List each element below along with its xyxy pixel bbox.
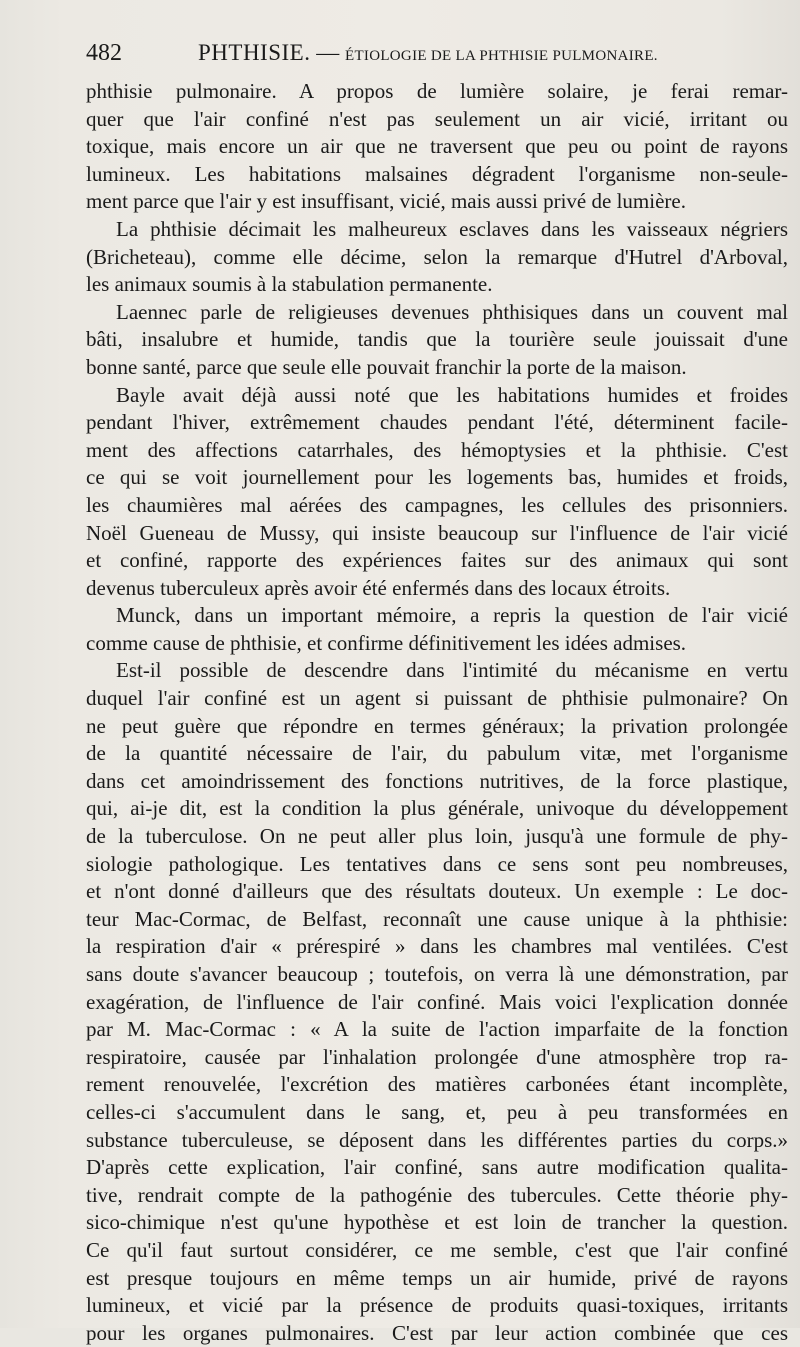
text-line: rement renouvelée, l'excrétion des matières carbonées étant incomplète, [86, 1072, 788, 1097]
text-line: quer que l'air confiné n'est pas seulement un air vicié, irritant ou [86, 106, 788, 131]
text-line: bâti, insalubre et humide, tandis que la tourière seule jouissait d'une [86, 327, 788, 352]
text-line: lumineux. Les habitations malsaines dégradent l'organisme non-seule- [86, 161, 788, 186]
text-line: ment parce que l'air y est insuffisant, vicié, mais aussi privé de lumière. [86, 189, 686, 214]
text-line: Laennec parle de religieuses devenues phthisiques dans un couvent mal [116, 299, 788, 324]
text-line: devenus tuberculeux après avoir été enfermés dans des locaux étroits. [86, 575, 671, 600]
text-line: siologie pathologique. Les tentatives dans ce sens sont peu nombreuses, [86, 851, 788, 876]
text-line: sico-chimique n'est qu'une hypothèse et est loin de trancher la question. [86, 1210, 788, 1235]
text-line: lumineux, et vicié par la présence de produits quasi-toxiques, irritants [86, 1293, 788, 1318]
text-line: substance tuberculeuse, se déposent dans les différentes parties du corps.» [86, 1127, 788, 1152]
text-line: teur Mac-Cormac, de Belfast, reconnaît une cause unique à la phthisie: [86, 906, 788, 931]
text-line: est presque toujours en même temps un air humide, privé de rayons [86, 1265, 788, 1290]
text-line: ment des affections catarrhales, des hémoptysies et la phthisie. C'est [86, 437, 788, 462]
text-line: pendant l'hiver, extrêmement chaudes pendant l'été, déterminent facile- [86, 410, 788, 435]
text-line: exagération, de l'influence de l'air confiné. Mais voici l'explication donnée [86, 989, 788, 1014]
text-line: bonne santé, parce que seule elle pouvait franchir la porte de la maison. [86, 354, 687, 379]
text-line: de la quantité nécessaire de l'air, du pabulum vitæ, met l'organisme [86, 741, 788, 766]
text-line: sans doute s'avancer beaucoup ; toutefois, on verra là une démonstration, par [86, 962, 788, 986]
text-line: Bayle avait déjà aussi noté que les habitations humides et froides [116, 382, 788, 407]
text-line: La phthisie décimait les malheureux esclaves dans les vaisseaux négriers [116, 216, 788, 241]
text-line: Noël Gueneau de Mussy, qui insiste beaucoup sur l'influence de l'air vicié [86, 520, 788, 545]
text-line: D'après cette explication, l'air confiné, sans autre modification qualita- [86, 1155, 788, 1180]
text-line: dans cet amoindrissement des fonctions nutritives, de la force plastique, [86, 768, 788, 793]
header-separator: — [316, 40, 340, 65]
text-line: les chaumières mal aérées des campagnes, les cellules des prisonniers. [86, 492, 788, 517]
text-line: (Bricheteau), comme elle décime, selon la remarque d'Hutrel d'Arboval, [86, 244, 788, 269]
text-line: la respiration d'air « prérespiré » dans les chambres mal ventilées. C'est [86, 934, 788, 959]
text-line: et confiné, rapporte des expériences faites sur des animaux qui sont [86, 548, 788, 573]
header-subtitle: ÉTIOLOGIE DE LA PHTHISIE PULMONAIRE. [344, 48, 658, 64]
text-line: phthisie pulmonaire. A propos de lumière solaire, je ferai remar- [86, 79, 788, 103]
text-line: toxique, mais encore un air que ne traversent que peu ou point de rayons [86, 134, 788, 159]
page-number: 482 [86, 40, 122, 66]
text-line: Ce qu'il faut surtout considérer, ce me semble, c'est que l'air confiné [86, 1237, 788, 1262]
header-title: PHTHISIE. [198, 40, 311, 65]
text-line: celles-ci s'accumulent dans le sang, et, peu à peu transformées en [86, 1099, 788, 1124]
text-line: par M. Mac-Cormac : « A la suite de l'action imparfaite de la fonction [86, 1017, 788, 1042]
text-line: de la tuberculose. On ne peut aller plus loin, jusqu'à une formule de phy- [86, 824, 788, 849]
text-line: les animaux soumis à la stabulation permanente. [86, 272, 493, 297]
text-line: respiratoire, causée par l'inhalation prolongée d'une atmosphère trop ra- [86, 1044, 788, 1069]
body-text [86, 78, 788, 1347]
text-line: qui, ai-je dit, est la condition la plus générale, univoque du développement [86, 796, 788, 821]
text-line: tive, rendrait compte de la pathogénie des tubercules. Cette théorie phy- [86, 1182, 788, 1207]
text-line: comme cause de phthisie, et confirme définitivement les idées admises. [86, 630, 687, 655]
text-line: ce qui se voit journellement pour les logements bas, humides et froids, [86, 465, 788, 490]
running-title [198, 40, 658, 66]
text-line: duquel l'air confiné est un agent si puissant de phthisie pulmonaire? On [86, 686, 788, 711]
text-line: et n'ont donné d'ailleurs que des résultats douteux. Un exemple : Le doc- [86, 879, 788, 904]
text-line: ne peut guère que répondre en termes généraux; la privation prolongée [86, 713, 788, 738]
text-line: pour les organes pulmonaires. C'est par leur action combinée que ces [86, 1320, 788, 1345]
running-header [86, 40, 786, 76]
text-line: Est-il possible de descendre dans l'intimité du mécanisme en vertu [116, 658, 788, 683]
text-line: Munck, dans un important mémoire, a repris la question de l'air vicié [116, 603, 788, 628]
